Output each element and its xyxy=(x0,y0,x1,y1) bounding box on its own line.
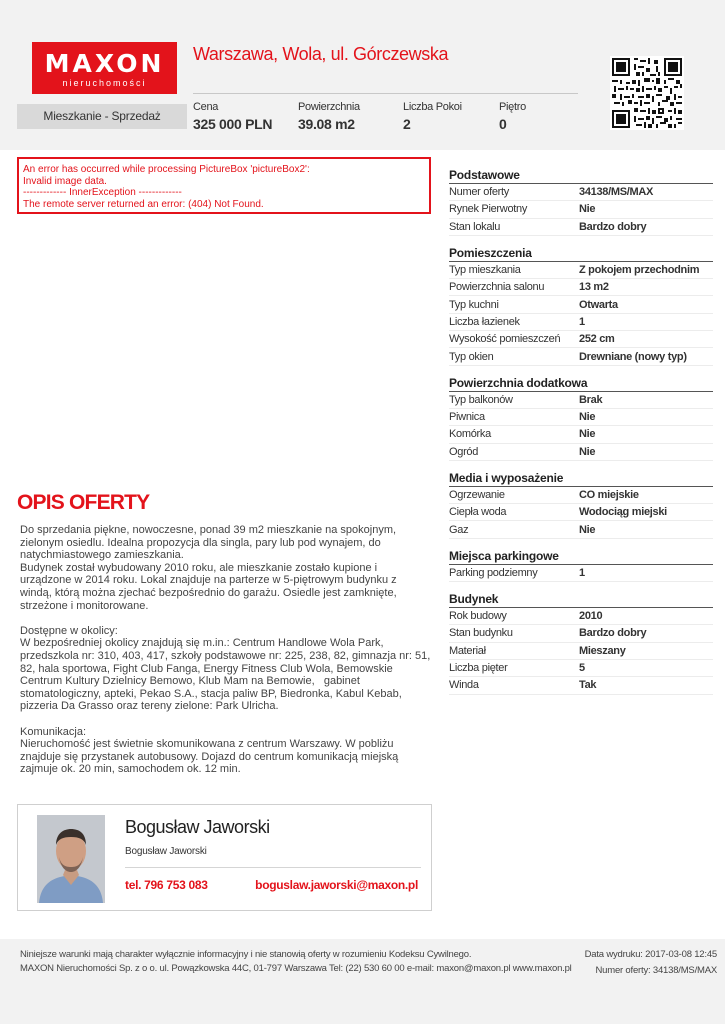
agent-name: Bogusław Jaworski xyxy=(125,817,270,837)
detail-row xyxy=(449,643,713,660)
detail-value: Z pokojem przechodnim xyxy=(579,264,700,277)
detail-value: Wodociąg miejski xyxy=(579,506,667,519)
section-budynek xyxy=(449,592,713,694)
detail-value: Nie xyxy=(579,445,596,458)
detail-row xyxy=(449,331,713,348)
agent-subtitle: Bogusław Jaworski xyxy=(125,846,207,857)
detail-label: Gaz xyxy=(449,523,469,536)
detail-label: Typ okien xyxy=(449,350,494,363)
stat-price xyxy=(193,101,272,132)
detail-row xyxy=(449,184,713,201)
stat-value: 2 xyxy=(403,116,411,132)
detail-row xyxy=(449,521,713,538)
section-parking xyxy=(449,549,713,582)
detail-row xyxy=(449,219,713,236)
detail-row xyxy=(449,625,713,642)
detail-value: 34138/MS/MAX xyxy=(579,186,654,199)
detail-label: Winda xyxy=(449,679,479,692)
detail-label: Materiał xyxy=(449,644,486,657)
detail-value: Nie xyxy=(579,523,596,536)
stat-value: 39.08 m2 xyxy=(298,116,355,132)
detail-label: Stan lokalu xyxy=(449,220,501,233)
detail-row xyxy=(449,296,713,313)
detail-value: Nie xyxy=(579,428,596,441)
detail-label: Stan budynku xyxy=(449,627,513,640)
footer-company: MAXON Nieruchomości Sp. z o o. ul. Powązkowska 44C, 01-797 Warszawa Tel: (22) 530 60 00 e-mail: maxon@maxon.pl www.maxon.pl xyxy=(20,963,572,974)
detail-row xyxy=(449,565,713,582)
section-title: Powierzchnia dodatkowa xyxy=(449,376,713,392)
detail-value: Drewniane (nowy typ) xyxy=(579,350,687,363)
detail-label: Typ mieszkania xyxy=(449,264,521,277)
detail-label: Piwnica xyxy=(449,411,485,424)
maxon-logo[interactable] xyxy=(32,42,177,94)
detail-row xyxy=(449,426,713,443)
detail-row xyxy=(449,201,713,218)
description-text: Do sprzedania piękne, nowoczesne, ponad 39 m2 mieszkanie na spokojnym, zielonym osiedlu. Idealna propozycja dla singla, pary lub pod wynajem, do natychmiastowego zamieszkania. Budynek został wybudowany 2010 roku, ale mieszkanie zostało kupione i urządzone w 2014 roku. Lokal znajduje na parterze w 5-piętrowym budynku z windą, którą można zjechać bezpośrednio do garażu. Osiedle jest zamknięte, strzeżone i monitorowane. Dostępne w okolicy: W bezpośredniej okolicy znajdują się m.in.: Centrum Handlowe Wola Park, przedszkola nr: 310, 403, 417, szkoły podstawowe nr: 225, 238, 82, gimnazja nr: 51, 82, hala sportowa, Fight Club Fanga, Energy Fitness Club Wola, Bemowskie Centrum Kultury Dzielnicy Bemowo, Klub Mam na Bemowie, gabinet stomatologiczny, apteki, Pekao S.A., stacja paliw BP, Biedronka, Kabul Kebab, pizzeria Da Grasso oraz tereny zielone: Park Ulricha. Komunikacja: Nieruchomość jest świetnie skomunikowana z centrum Warszawy. W pobliżu znajduje się przystanek autobusowy. Dojazd do centrum komunikacją miejską zajmuje ok. 20 min, samochodem ok. 12 min. xyxy=(20,524,431,776)
section-title: Podstawowe xyxy=(449,168,713,184)
detail-row xyxy=(449,608,713,625)
detail-value: Bardzo dobry xyxy=(579,220,647,233)
section-pomieszczenia xyxy=(449,246,713,366)
detail-row xyxy=(449,677,713,694)
detail-value: 5 xyxy=(579,662,585,675)
stat-area xyxy=(298,101,360,132)
section-media xyxy=(449,471,713,539)
footer-print-date: Data wydruku: 2017-03-08 12:45 xyxy=(584,949,717,960)
agent-phone-link[interactable]: tel. 796 753 083 xyxy=(125,878,208,892)
detail-label: Numer oferty xyxy=(449,186,509,199)
agent-divider xyxy=(125,867,421,868)
detail-label: Ogród xyxy=(449,445,479,458)
header-divider xyxy=(193,93,578,94)
footer-offer-number: Numer oferty: 34138/MS/MAX xyxy=(595,965,717,976)
detail-label: Powierzchnia salonu xyxy=(449,281,545,294)
detail-row xyxy=(449,348,713,365)
image-error-box xyxy=(17,157,431,214)
stat-label: Cena xyxy=(193,101,219,113)
agent-email-link[interactable]: boguslaw.jaworski@maxon.pl xyxy=(255,878,418,892)
footer-disclaimer: Niniejsze warunki mają charakter wyłącznie informacyjny i nie stanowią oferty w rozumieniu Kodeksu Cywilnego. xyxy=(20,949,472,960)
logo-tagline: nieruchomości xyxy=(62,78,147,88)
stat-value: 0 xyxy=(499,116,507,132)
detail-label: Parking podziemny xyxy=(449,566,538,579)
property-category: Mieszkanie - Sprzedaż xyxy=(17,104,187,129)
detail-value: 1 xyxy=(579,566,585,579)
error-message: An error has occurred while processing PictureBox 'pictureBox2': Invalid image data. ------------- InnerException ------------- The remote server returned an error: (404) Not Found. xyxy=(23,164,310,210)
detail-value: 1 xyxy=(579,315,585,328)
detail-row xyxy=(449,409,713,426)
detail-value: Bardzo dobry xyxy=(579,627,647,640)
detail-label: Ciepła woda xyxy=(449,506,507,519)
property-address: Warszawa, Wola, ul. Górczewska xyxy=(193,44,449,64)
detail-label: Ogrzewanie xyxy=(449,489,505,501)
detail-row xyxy=(449,444,713,461)
stat-label: Piętro xyxy=(499,101,526,113)
detail-row xyxy=(449,314,713,331)
detail-row xyxy=(449,487,713,504)
stat-label: Powierzchnia xyxy=(298,101,360,113)
footer xyxy=(0,939,725,1024)
section-powierzchnia-dodatkowa xyxy=(449,376,713,461)
detail-label: Liczba pięter xyxy=(449,662,508,675)
detail-label: Rynek Pierwotny xyxy=(449,203,528,216)
detail-value: Tak xyxy=(579,679,597,692)
description-title: OPIS OFERTY xyxy=(17,491,150,514)
section-title: Media i wyposażenie xyxy=(449,471,713,487)
detail-value: CO miejskie xyxy=(579,489,639,501)
section-title: Miejsca parkingowe xyxy=(449,549,713,565)
qr-code-icon[interactable] xyxy=(610,56,684,130)
detail-value: 2010 xyxy=(579,610,603,623)
detail-value: 252 cm xyxy=(579,333,615,346)
section-title: Pomieszczenia xyxy=(449,246,713,262)
detail-label: Typ kuchni xyxy=(449,298,499,311)
agent-card xyxy=(17,804,432,911)
section-podstawowe xyxy=(449,168,713,236)
detail-label: Typ balkonów xyxy=(449,393,513,406)
detail-row xyxy=(449,392,713,409)
detail-value: Brak xyxy=(579,393,603,406)
section-title: Budynek xyxy=(449,592,713,608)
stat-value: 325 000 PLN xyxy=(193,116,273,132)
detail-value: Nie xyxy=(579,203,596,216)
detail-row xyxy=(449,279,713,296)
detail-value: 13 m2 xyxy=(579,281,609,294)
detail-row xyxy=(449,262,713,279)
stat-rooms xyxy=(403,101,462,132)
detail-row xyxy=(449,504,713,521)
agent-photo xyxy=(37,815,105,903)
header-band xyxy=(0,0,725,150)
stat-floor xyxy=(499,101,526,132)
detail-row xyxy=(449,660,713,677)
detail-label: Liczba łazienek xyxy=(449,315,520,328)
detail-value: Mieszany xyxy=(579,644,626,657)
logo-wordmark: MAXON xyxy=(44,49,165,78)
property-details xyxy=(449,168,713,695)
detail-label: Wysokość pomieszczeń xyxy=(449,333,561,346)
detail-label: Rok budowy xyxy=(449,610,507,623)
detail-value: Nie xyxy=(579,411,596,424)
detail-value: Otwarta xyxy=(579,298,618,311)
detail-label: Komórka xyxy=(449,428,491,441)
stat-label: Liczba Pokoi xyxy=(403,101,462,113)
